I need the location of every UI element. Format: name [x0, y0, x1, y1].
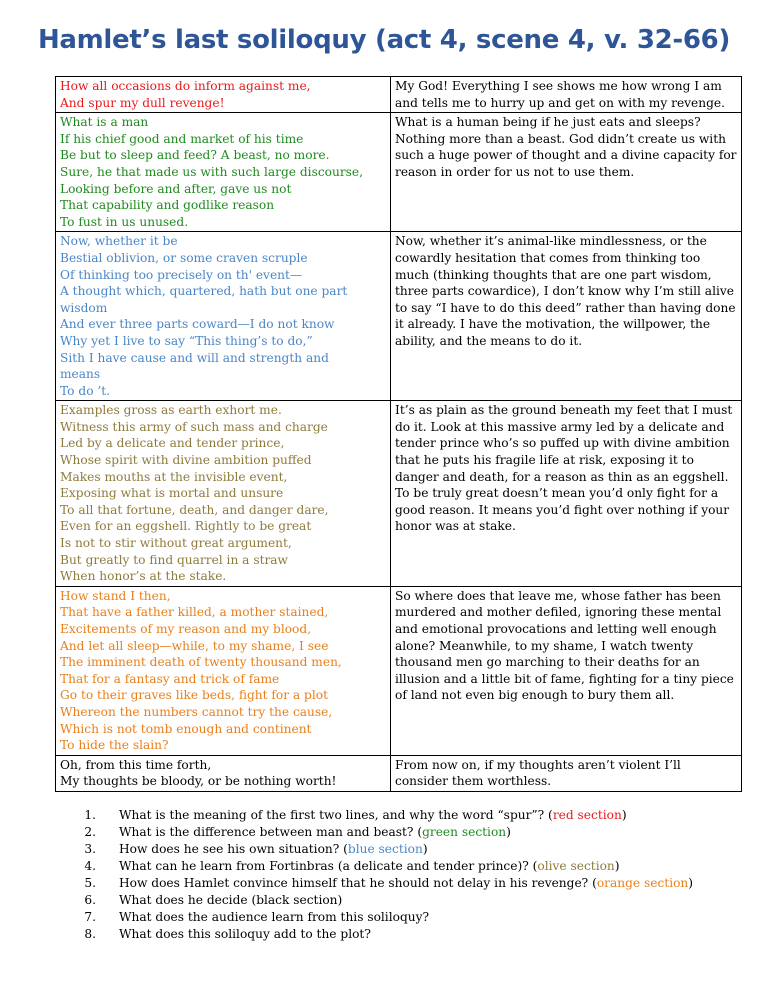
- verse-line: To all that fortune, death, and danger dare,: [60, 502, 329, 517]
- modern-translation-cell: So where does that leave me, whose father has been murdered and mother defiled, ignoring these mental and emotional provocations and letting well enough alone? Meanwhile, to my shame, I watch twenty thousand men go marching to their deaths for an illusion and a little bit of fame, fighting for a tiny piece of land not even big enough to bury them all.: [391, 586, 742, 755]
- question-item: [80, 824, 750, 841]
- verse-line: To hide the slain?: [60, 738, 169, 753]
- verse-line: Makes mouths at the invisible event,: [60, 469, 288, 484]
- verse-line: Whereon the numbers cannot try the cause,: [60, 704, 333, 719]
- question-number: 7.: [84, 910, 96, 924]
- modern-translation-cell: From now on, if my thoughts aren’t violent I’ll consider them worthless.: [391, 755, 742, 791]
- section-color-label: olive section: [537, 859, 615, 873]
- verse-line: means: [60, 367, 101, 382]
- section-color-label: red section: [552, 808, 622, 822]
- verse-line: Witness this army of such mass and charge: [60, 419, 328, 434]
- question-item: [80, 909, 750, 926]
- verse-line: Of thinking too precisely on th' event—: [60, 267, 303, 282]
- verse-line: My thoughts be bloody, or be nothing worth!: [60, 774, 337, 789]
- section-row-orange: [56, 586, 742, 755]
- verse-line: What is a man: [60, 115, 149, 130]
- question-item: [80, 875, 750, 892]
- question-item: [80, 926, 750, 943]
- question-text: What does he decide (black section): [119, 893, 343, 907]
- section-color-label: green section: [422, 825, 507, 839]
- verse-line: Now, whether it be: [60, 234, 178, 249]
- question-number: 3.: [84, 842, 96, 856]
- verse-line: wisdom: [60, 300, 108, 315]
- verse-line: But greatly to find quarrel in a straw: [60, 552, 288, 567]
- question-item: [80, 858, 750, 875]
- original-text-cell: [56, 586, 391, 755]
- modern-translation-cell: My God! Everything I see shows me how wrong I am and tells me to hurry up and get on with my revenge.: [391, 77, 742, 113]
- question-text-tail: ): [422, 842, 428, 856]
- verse-line: Why yet I live to say “This thing’s to do,”: [60, 333, 313, 348]
- verse-line: And ever three parts coward—I do not know: [60, 317, 335, 332]
- verse-line: Is not to stir without great argument,: [60, 536, 292, 551]
- original-text-cell: [56, 755, 391, 791]
- modern-translation-cell: It’s as plain as the ground beneath my feet that I must do it. Look at this massive army led by a delicate and tender prince who’s so puffed up with divine ambition that he puts his fragile life at risk, exposing it to danger and death, for a reason as thin as an eggshell. To be truly great doesn’t mean you’d only fight for a good reason. It means you’d fight over nothing if your honor was at stake.: [391, 401, 742, 587]
- verse-line: A thought which, quartered, hath but one part: [60, 284, 348, 299]
- question-number: 8.: [84, 927, 96, 941]
- verse-line: Go to their graves like beds, fight for a plot: [60, 688, 328, 703]
- question-text-tail: ): [688, 876, 694, 890]
- verse-line: Excitements of my reason and my blood,: [60, 622, 312, 636]
- verse-line: Whose spirit with divine ambition puffed: [60, 453, 312, 468]
- original-text-cell: [56, 401, 391, 587]
- verse-line: Sith I have cause and will and strength and: [60, 350, 329, 365]
- verse-line: That have a father killed, a mother stained,: [60, 605, 329, 620]
- question-text-tail: ): [506, 825, 511, 839]
- verse-line: And spur my dull revenge!: [60, 95, 225, 110]
- question-number: 6.: [84, 893, 96, 907]
- verse-line: How stand I then,: [60, 588, 171, 603]
- question-item: [80, 807, 750, 824]
- verse-line: If his chief good and market of his time: [60, 131, 304, 146]
- question-text: What is the difference between man and beast? (: [119, 825, 423, 839]
- question-text: What does the audience learn from this soliloquy?: [119, 910, 430, 924]
- section-row-black: [56, 755, 742, 791]
- question-text: What can he learn from Fortinbras (a delicate and tender prince)? (: [119, 859, 538, 873]
- verse-line: And let all sleep—while, to my shame, I see: [60, 638, 329, 653]
- verse-line: Which is not tomb enough and continent: [60, 721, 312, 736]
- verse-line: That capability and godlike reason: [60, 198, 275, 213]
- verse-line: How all occasions do inform against me,: [60, 79, 311, 93]
- verse-line: To do ’t.: [60, 383, 111, 398]
- question-text-tail: ): [614, 859, 620, 873]
- question-number: 4.: [84, 859, 96, 873]
- question-item: [80, 841, 750, 858]
- section-color-label: blue section: [347, 842, 423, 856]
- verse-line: Oh, from this time forth,: [60, 757, 212, 772]
- page-title: Hamlet’s last soliloquy (act 4, scene 4, v. 32-66): [37, 25, 731, 55]
- verse-line: Led by a delicate and tender prince,: [60, 436, 285, 451]
- original-text-cell: [56, 232, 391, 401]
- question-item: [80, 892, 750, 909]
- verse-line: To fust in us unused.: [60, 214, 189, 229]
- question-list: [80, 807, 750, 943]
- modern-translation-cell: Now, whether it’s animal-like mindlessness, or the cowardly hesitation that comes from thinking too much (thinking thoughts that are one part wisdom, three parts cowardice), I don’t know why I’m still alive to say “I have to do this deed” rather than having done it already. I have the motivation, the willpower, the ability, and the means to do it.: [391, 232, 742, 401]
- question-text: How does Hamlet convince himself that he should not delay in his revenge? (: [119, 876, 597, 890]
- question-number: 2.: [84, 825, 96, 839]
- verse-line: That for a fantasy and trick of fame: [60, 671, 280, 686]
- soliloquy-table: [55, 76, 742, 792]
- question-text: What does this soliloquy add to the plot?: [119, 927, 371, 941]
- question-text-tail: ): [621, 808, 627, 822]
- verse-line: Looking before and after, gave us not: [60, 181, 292, 196]
- verse-line: Sure, he that made us with such large discourse,: [60, 164, 364, 179]
- modern-translation-cell: What is a human being if he just eats and sleeps? Nothing more than a beast. God didn’t create us with such a huge power of thought and a divine capacity for reason in order for us not to use them.: [391, 113, 742, 232]
- soliloquy-table-body: [56, 77, 742, 792]
- section-row-olive: [56, 401, 742, 587]
- verse-line: Bestial oblivion, or some craven scruple: [60, 250, 308, 265]
- question-number: 5.: [84, 876, 96, 890]
- question-text: What is the meaning of the first two lines, and why the word “spur”? (: [119, 808, 553, 822]
- section-row-red: [56, 77, 742, 113]
- section-row-green: [56, 113, 742, 232]
- section-color-label: orange section: [596, 876, 689, 890]
- verse-line: The imminent death of twenty thousand men,: [60, 655, 342, 670]
- verse-line: Be but to sleep and feed? A beast, no more.: [60, 148, 330, 163]
- verse-line: Examples gross as earth exhort me.: [60, 403, 282, 418]
- verse-line: When honor’s at the stake.: [60, 569, 227, 584]
- original-text-cell: [56, 77, 391, 113]
- original-text-cell: [56, 113, 391, 232]
- verse-line: Exposing what is mortal and unsure: [60, 486, 284, 501]
- section-row-blue: [56, 232, 742, 401]
- question-number: 1.: [84, 808, 96, 822]
- question-text: How does he see his own situation? (: [119, 842, 348, 856]
- verse-line: Even for an eggshell. Rightly to be great: [60, 519, 312, 534]
